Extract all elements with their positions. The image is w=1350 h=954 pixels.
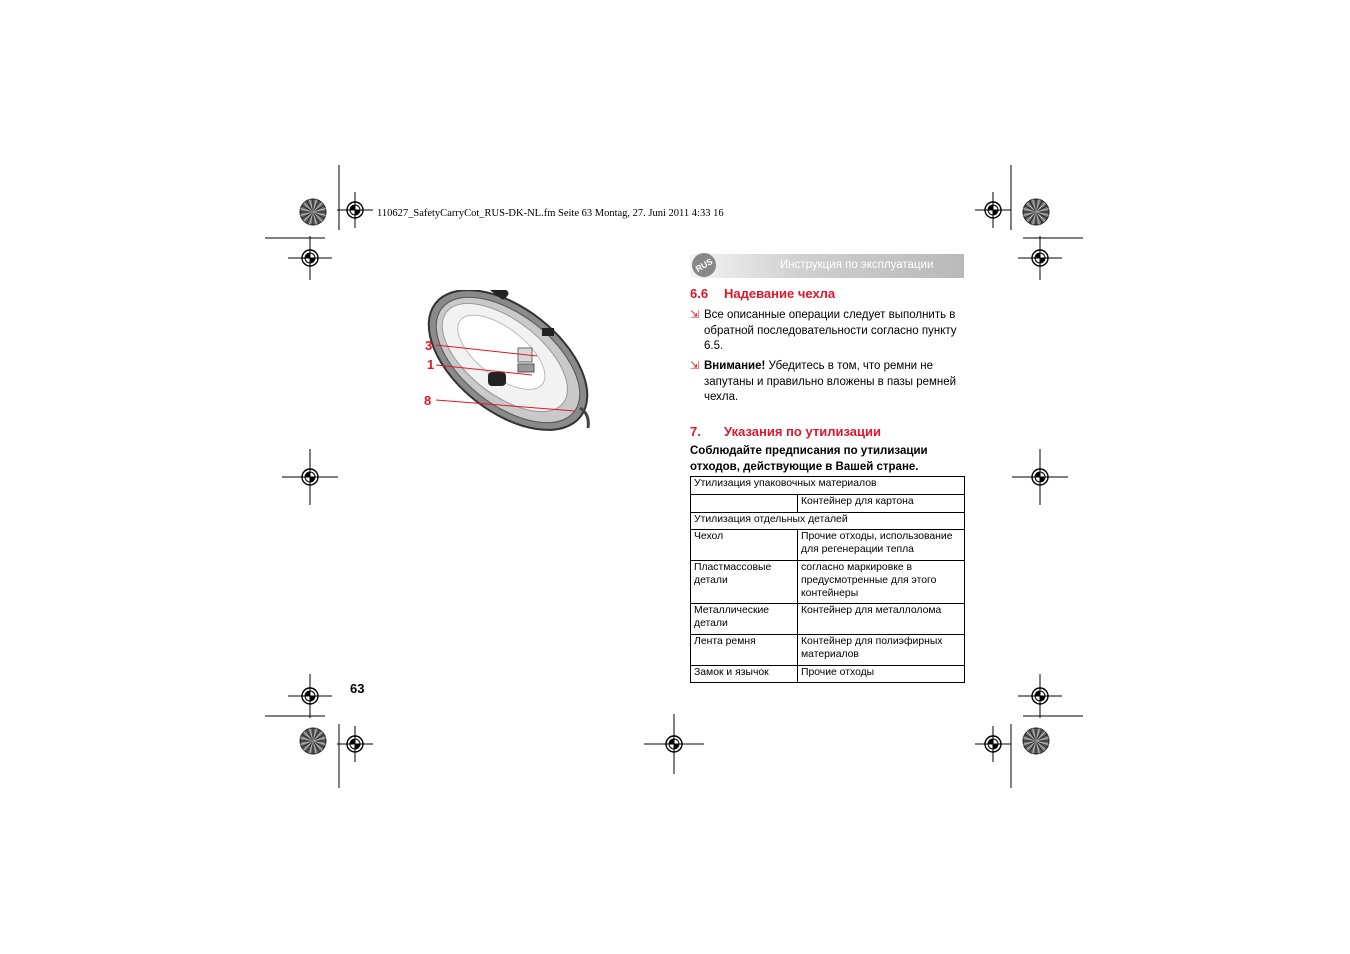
section-number: 7. [690, 424, 701, 439]
table-cell-disposal: согласно маркировке в предусмотренные для этого контейнеры [798, 560, 965, 603]
table-cell-item: Замок и язычок [691, 665, 798, 683]
table-cell-disposal: Контейнер для картона [798, 494, 965, 512]
table-group-heading: Утилизация отдельных деталей [691, 512, 965, 530]
section-number: 6.6 [690, 286, 709, 301]
arrow-bullet-icon: ⇲ [690, 309, 700, 321]
section-7-heading [690, 424, 881, 439]
arrow-bullet-icon: ⇲ [690, 360, 700, 372]
callout-3: 3 [425, 338, 433, 353]
manual-title: Инструкция по эксплуатации [780, 259, 934, 271]
table-cell-item: Лента ремня [691, 634, 798, 665]
rus-badge-icon: RUS [688, 249, 721, 282]
section-6-6-heading [690, 286, 835, 301]
table-row [691, 634, 965, 665]
callout-1: 1 [427, 357, 435, 372]
disposal-table [690, 476, 965, 683]
table-cell-item [691, 494, 798, 512]
table-row [691, 530, 965, 561]
instruction-bullet [690, 308, 965, 355]
table-row [691, 477, 965, 495]
table-row [691, 560, 965, 603]
section-title: Надевание чехла [724, 286, 836, 301]
table-row [691, 494, 965, 512]
disposal-note: Соблюдайте предписания по утилизации отходов, действующие в Вашей стране. [690, 445, 928, 473]
table-cell-disposal: Контейнер для полиэфирных материалов [798, 634, 965, 665]
table-group-heading: Утилизация упаковочных материалов [691, 477, 965, 495]
table-cell-disposal: Контейнер для металлолома [798, 604, 965, 635]
table-cell-item: Чехол [691, 530, 798, 561]
warning-label: Внимание! [704, 360, 766, 372]
warning-bullet [690, 359, 965, 406]
file-header: 110627_SafetyCarryCot_RUS-DK-NL.fm Seite 63 Montag, 27. Juni 2011 4:33 16 [377, 208, 724, 219]
section-title: Указания по утилизации [724, 424, 881, 439]
bullet-text: Убедитесь в том, что ремни не запутаны и правильно вложены в пазы ремней чехла. [704, 360, 957, 404]
bullet-text: Все описанные операции следует выполнить в обратной последовательности согласно пункту 6.5. [704, 309, 957, 353]
table-row [691, 665, 965, 683]
table-row [691, 604, 965, 635]
page-number: 63 [350, 681, 365, 696]
table-cell-item: Пластмассовые детали [691, 560, 798, 603]
table-cell-disposal: Прочие отходы [798, 665, 965, 683]
callout-8: 8 [424, 393, 432, 408]
table-cell-disposal: Прочие отходы, использование для регенерации тепла [798, 530, 965, 561]
table-row [691, 512, 965, 530]
table-cell-item: Металлические детали [691, 604, 798, 635]
